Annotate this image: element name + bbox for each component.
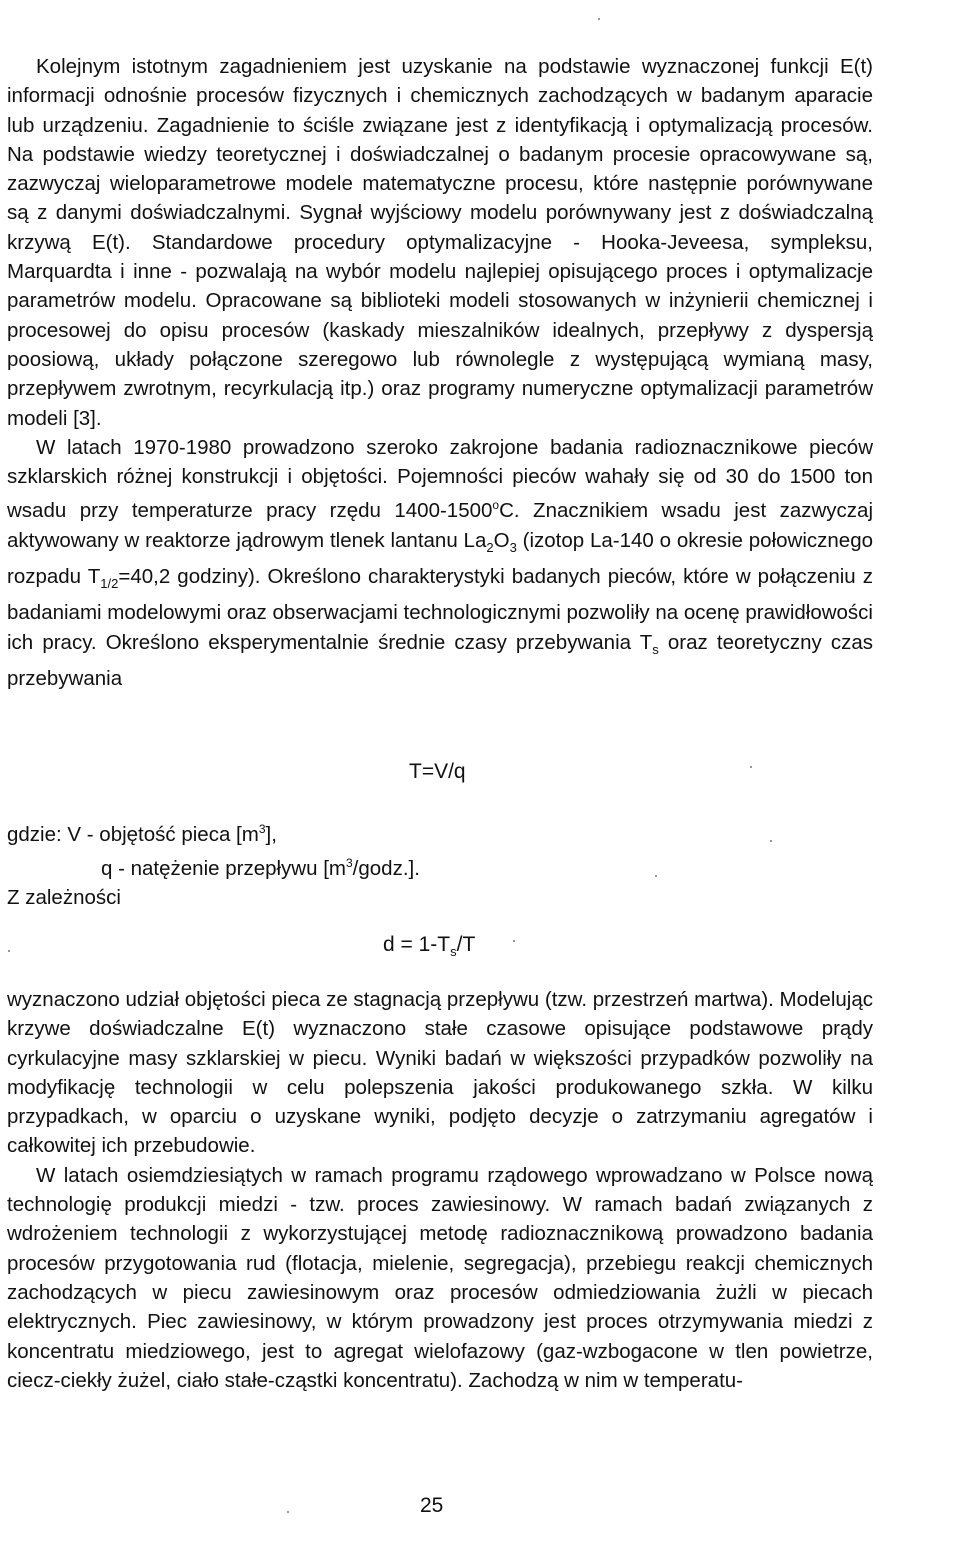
page-number: 25 (420, 1494, 444, 1517)
definition-flow (7, 849, 420, 883)
la-mid: O (493, 528, 510, 552)
scan-speck (287, 1511, 289, 1513)
paragraph-2-text-b: C. Znacznikiem wsadu jest zazwyczaj aktywowany w reaktorze jądrowym tlenek lantanu La (7, 499, 874, 552)
paragraph-1: Kolejnym istotnym zagadnieniem jest uzyskanie na podstawie wyznaczonej funkcji E(t) informacji odnośnie procesów fizycznych i chemicznych zachodzących w badanym aparacie lub urządzeniu. Zagadnienie to ściśle związane jest z identyfikacją i optymalizacją procesów. Na podstawie wiedzy teoretycznej i doświadczalnej o badanym procesie opracowywane są, zazwyczaj wieloparametrowe modele matematyczne procesu, które następnie porównywane są z danymi doświadczalnymi. Sygnał wyjściowy modelu porównywany jest z doświadczalną krzywą E(t). Standardowe procedury optymalizacyjne - Hooka-Jeveesa, sympleksu, Marquardta i inne - pozwalają na wybór modelu najlepiej opisującego proces i optymalizacje parametrów modelu. Opracowane są biblioteki modeli stosowanych w inżynierii chemicznej i procesowej do opisu procesów (kaskady mieszalników idealnych, przepływy z dyspersją poosiową, układy połączone szeregowo lub równolegle z występującą wymianą masy, przepływem zwrotnym, recyrkulacją itp.) oraz programy numeryczne optymalizacji parametrów modeli [3]. (7, 55, 873, 430)
degree-sup: o (492, 498, 500, 513)
scan-speck (750, 766, 752, 768)
definition-flow-text: q - natężenie przepływu [m (101, 856, 346, 880)
formula-residence-time: T=V/q (409, 760, 466, 783)
ts-sub: s (652, 641, 659, 657)
m3-sup-1: 3 (258, 822, 266, 836)
formula-stagnation-text: d = 1-T (383, 933, 451, 956)
paragraph-2-text-c: (izotop La-140 o okresie połowicznego rozpadu T (7, 528, 874, 588)
paragraph-2 (7, 433, 873, 693)
formula-definitions (7, 815, 420, 913)
formula-stagnation-sub: s (450, 944, 457, 960)
text-block-top (7, 52, 873, 693)
from-relation-label: Z zależności (7, 886, 121, 910)
text-block-bottom (7, 985, 873, 1395)
scan-speck (8, 950, 10, 952)
definition-volume-text: gdzie: V - objętość pieca [m (7, 822, 259, 846)
definition-volume-end: ], (265, 822, 277, 846)
paragraph-2-text-e: oraz teoretyczny czas przebywania (7, 630, 873, 691)
formula-stagnation (383, 933, 475, 959)
m3-sup-2: 3 (345, 856, 353, 871)
la-sub-2: 3 (509, 539, 517, 555)
paragraph-3: wyznaczono udział objętości pieca ze stagnacją przepływu (tzw. przestrzeń martwa). Modelując krzywe doświadczalne E(t) wyznaczono stałe czasowe opisujące podstawowe prądy cyrkulacyjne masy szklarskiej w piecu. Wyniki badań w większości przypadków pozwoliły na modyfikację technologii w celu polepszenia jakości produkowanego szkła. W kilku przypadkach, w oparciu o uzyskane wyniki, podjęto decyzje o zatrzymaniu agregatów i całkowitej ich przebudowie. (7, 988, 873, 1158)
la-sub-1: 2 (486, 539, 494, 555)
t-half-sub: 1/2 (100, 576, 119, 592)
scan-speck (513, 940, 515, 942)
definition-flow-end: /godz.]. (352, 856, 420, 880)
formula-stagnation-end: /T (456, 933, 476, 956)
scan-speck (598, 18, 600, 20)
scan-speck (655, 875, 657, 877)
paragraph-2-text-a: W latach 1970-1980 prowadzono szeroko zakrojone badania radioznacznikowe pieców szklarskich różnej konstrukcji i objętości. Pojemności pieców wahały się od 30 do 1500 ton wsadu przy temperaturze pracy rzędu 1400-1500 (7, 435, 873, 523)
definition-volume (7, 815, 420, 849)
paragraph-4: W latach osiemdziesiątych w ramach programu rządowego wprowadzano w Polsce nową technologię produkcji miedzi - tzw. proces zawiesinowy. W ramach badań związanych z wdrożeniem technologii z wykorzystującej metodę radioznacznikową prowadzono badania procesów przygotowania rud (flotacja, mielenie, segregacja), przebiegu reakcji chemicznych zachodzących w piecu zawiesinowym oraz procesów odmiedziowania żużli w piecach elektrycznych. Piec zawiesinowy, w którym prowadzony jest proces otrzymywania miedzi z koncentratu miedziowego, jest to agregat wielofazowy (gaz-wzbogacone w tlen powietrze, ciecz-ciekły żużel, ciało stałe-cząstki koncentratu). Zachodzą w nim w temperatu- (7, 1163, 873, 1392)
paragraph-2-text-d: =40,2 godziny). Określono charakterystyki badanych pieców, które w połączeniu z badaniami modelowymi oraz obserwacjami technologicznymi pozwoliły na ocenę prawidłowości ich pracy. Określono eksperymentalnie średnie czasy przebywania T (7, 564, 873, 654)
scan-speck (770, 840, 772, 842)
